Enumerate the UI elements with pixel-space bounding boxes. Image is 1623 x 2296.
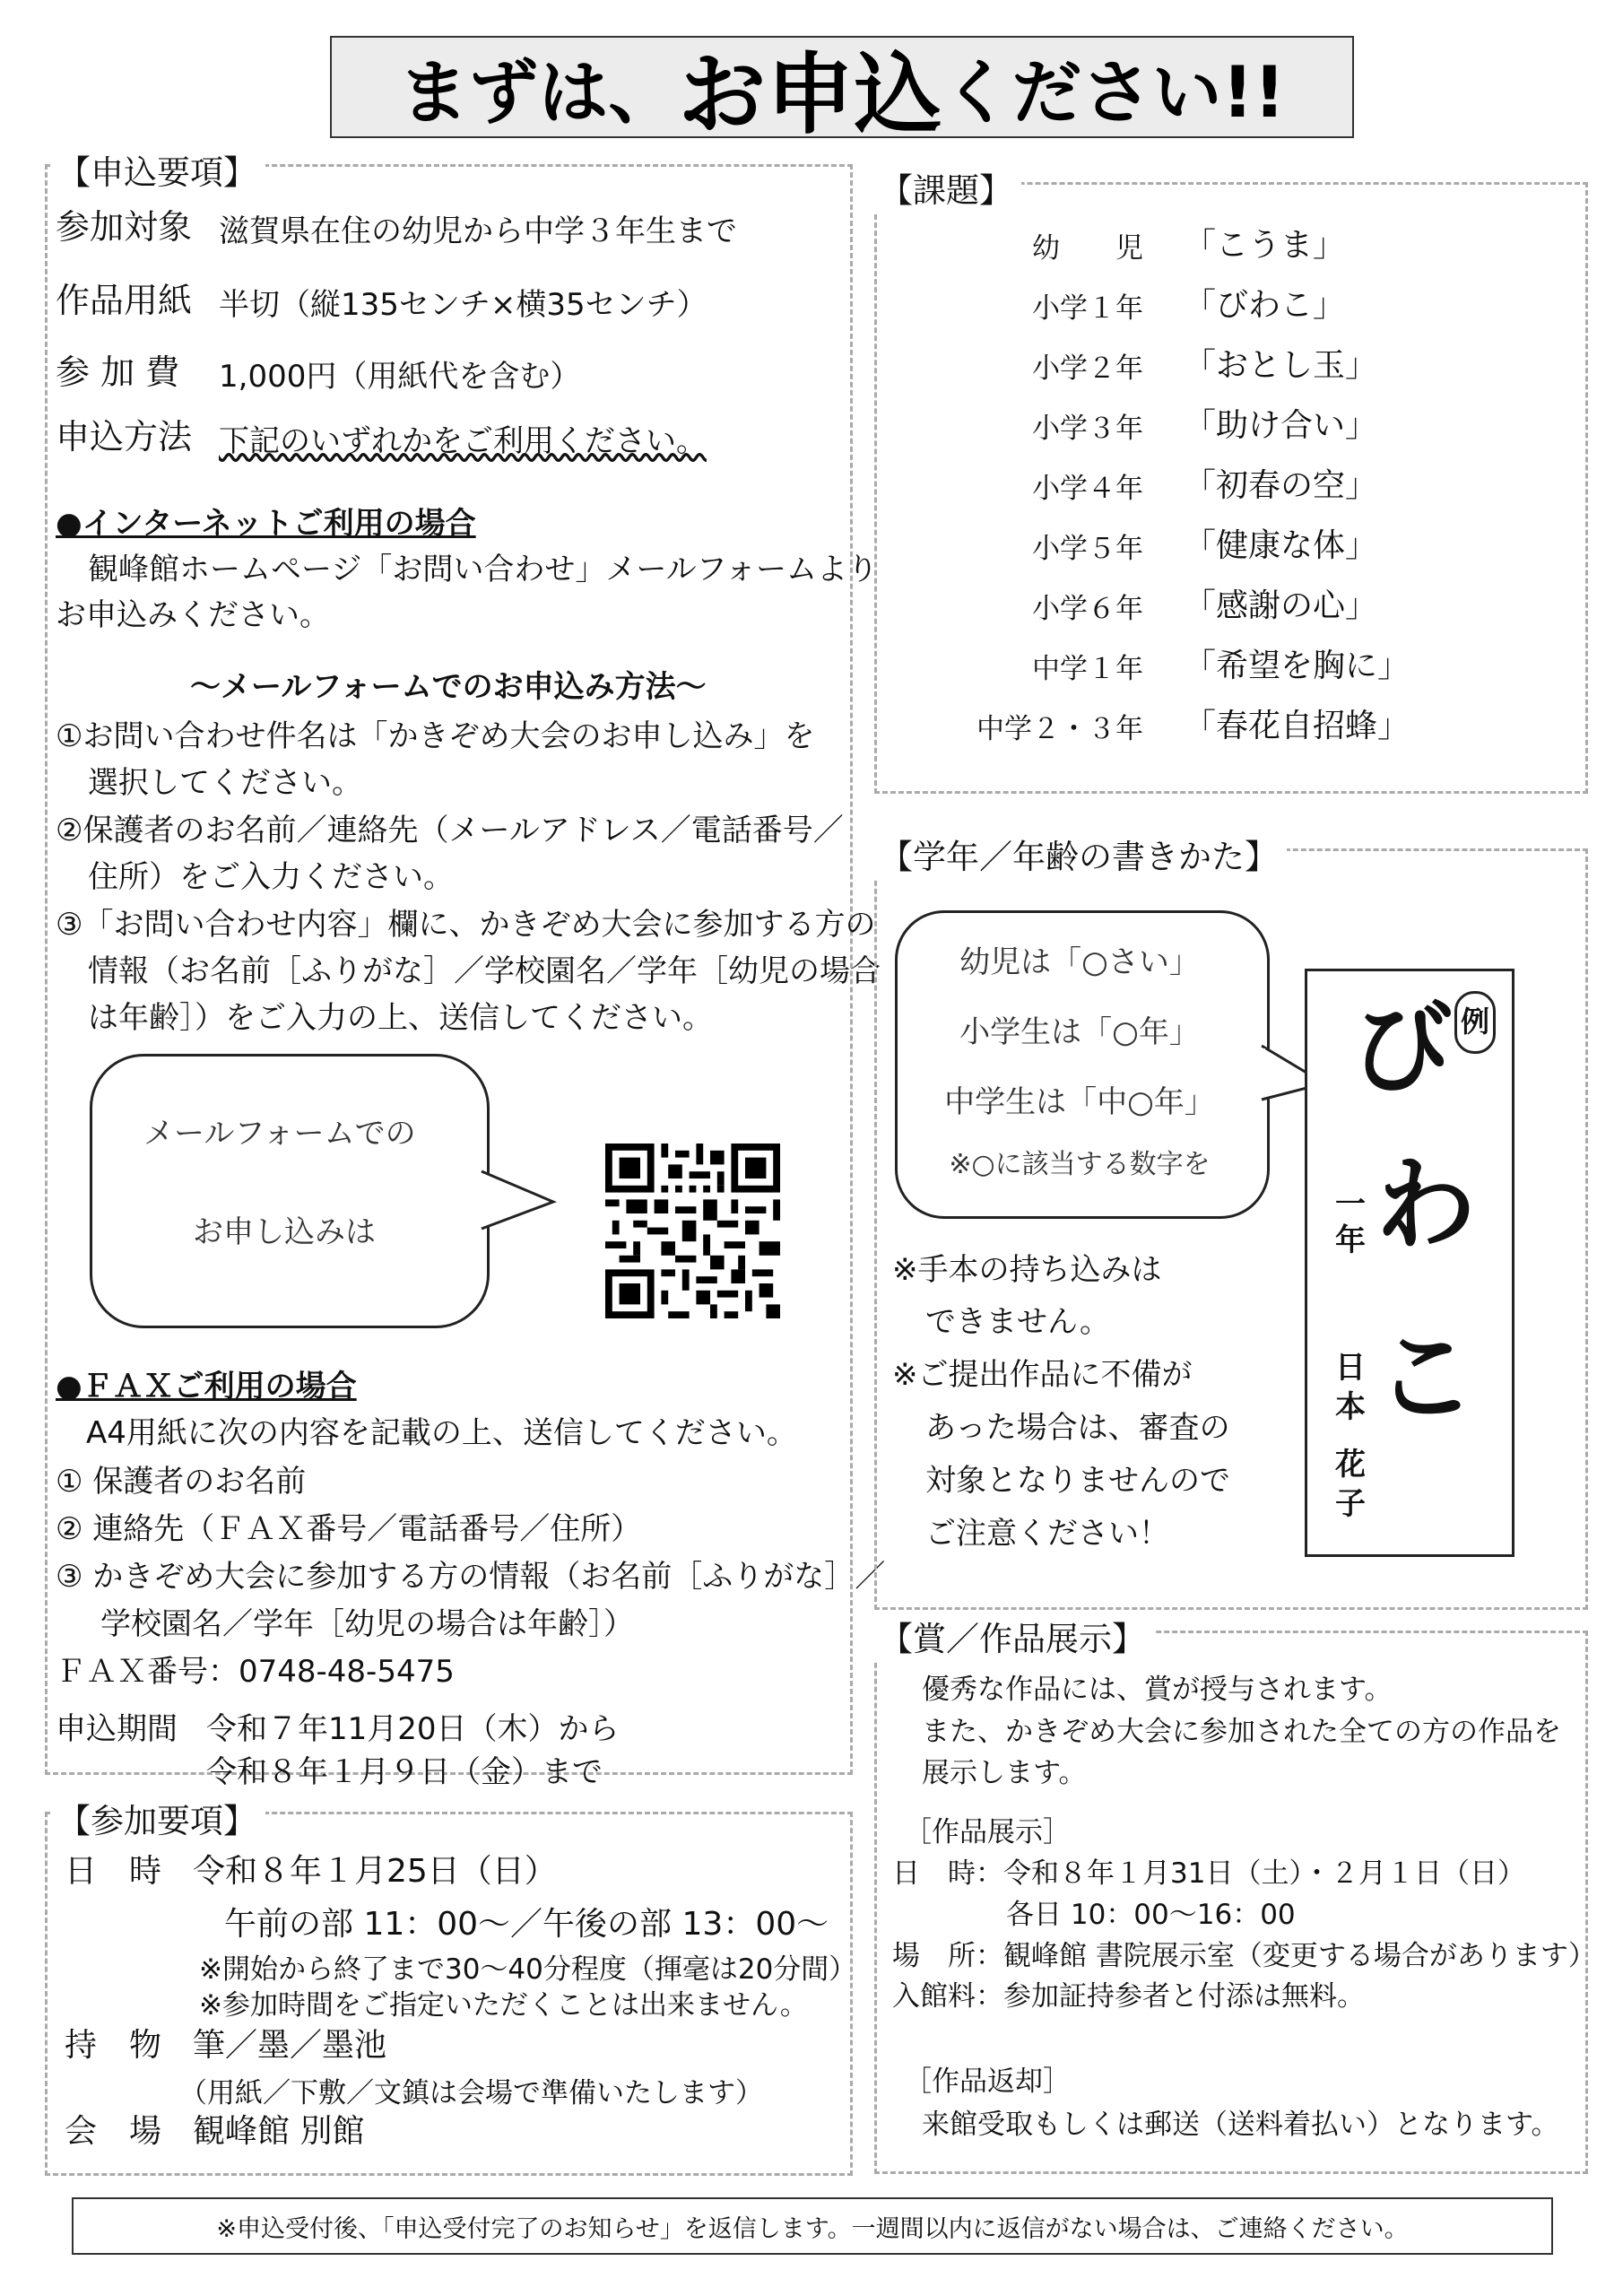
howto-note-2c: 対象となりませんので bbox=[925, 1463, 1230, 1499]
return-text: 来館受取もしくは郵送（送料着払い）となります。 bbox=[922, 2109, 1559, 2141]
awards-text-2: また、かきぞめ大会に参加された全ての方の作品を bbox=[922, 1716, 1561, 1748]
example-char-1: び bbox=[1352, 991, 1453, 1108]
mailform-bubble bbox=[90, 1054, 490, 1328]
exhibit-date: 日 時：令和８年１月31日（土）・２月１日（日） bbox=[892, 1857, 1525, 1890]
howto-bubble-line: 小学生は「○年」 bbox=[959, 1014, 1200, 1050]
apply-row-target: 参加対象 滋賀県在住の幼児から中学３年生まで bbox=[56, 207, 737, 249]
apply-row-paper: 作品用紙 半切（縦135センチ×横35センチ） bbox=[56, 281, 707, 323]
howto-note-2d: ご注意ください！ bbox=[925, 1516, 1169, 1552]
example-name-1: 日本 bbox=[1335, 1350, 1366, 1425]
internet-text-2: お申込みください。 bbox=[56, 597, 330, 633]
apply-row-method: 申込方法 下記のいずれかをご利用ください。 bbox=[56, 417, 707, 459]
period-line-2: 令和８年１月９日（金）まで bbox=[206, 1754, 603, 1790]
mailform-step-3: ③「お問い合わせ内容」欄に、かきぞめ大会に参加する方の bbox=[56, 907, 876, 943]
example-name-2: 花子 bbox=[1335, 1447, 1366, 1522]
participation-note-2: ※参加時間をご指定いただくことは出来ません。 bbox=[199, 1989, 808, 2022]
period-label: 申込期間 bbox=[56, 1711, 178, 1747]
items-label: 持 物 bbox=[65, 2027, 162, 2064]
participation-note-1: ※開始から終了まで30～40分程度（揮毫は20分間） bbox=[199, 1953, 857, 1986]
mailform-step-2: ②保護者のお名前／連絡先（メールアドレス／電話番号／ bbox=[56, 813, 844, 848]
fax-intro: A4用紙に次の内容を記載の上、送信してください。 bbox=[86, 1415, 797, 1451]
exhibit-time: 各日 10：00～16：00 bbox=[1006, 1899, 1296, 1931]
title-part3: ください!! bbox=[942, 53, 1286, 134]
howto-note-1b: できません。 bbox=[925, 1304, 1111, 1340]
topic-row: 小学１年 「びわこ」 bbox=[1032, 287, 1346, 325]
calligraphy-example bbox=[1305, 969, 1515, 1557]
fax-item-1: ① 保護者のお名前 bbox=[56, 1464, 307, 1500]
howto-note-1: ※手本の持ち込みは bbox=[892, 1252, 1162, 1288]
items-note: （用紙／下敷／文鎮は会場で準備いたします） bbox=[179, 2077, 763, 2109]
mailform-step-2b: 住所）をご入力ください。 bbox=[88, 859, 454, 895]
footer-text: ※申込受付後、「申込受付完了のお知らせ」を返信します。一週間以内に返信がない場合は、ご連絡ください。 bbox=[216, 2214, 1409, 2243]
bubble-text-2: お申し込みは bbox=[193, 1214, 376, 1250]
internet-heading: ●インターネットご利用の場合 bbox=[56, 506, 476, 542]
mailform-step-1b: 選択してください。 bbox=[88, 765, 362, 801]
howto-bubble-line: 中学生は「中○年」 bbox=[944, 1084, 1215, 1120]
mailform-step-3c: は年齢］）をご入力の上、送信してください。 bbox=[88, 1000, 713, 1036]
fax-item-3b: 学校園名／学年［幼児の場合は年齢］） bbox=[100, 1606, 634, 1642]
mailform-subheading: ～メールフォームでのお申込み方法～ bbox=[190, 669, 707, 705]
topic-row: 中学２・３年 「春花自招蜂」 bbox=[976, 708, 1410, 745]
topic-row: 小学３年 「助け合い」 bbox=[1032, 407, 1378, 445]
exhibit-fee: 入館料：参加証持参者と付添は無料。 bbox=[892, 1980, 1365, 2013]
mailform-step-1: ①お問い合わせ件名は「かきぞめ大会のお申し込み」を bbox=[56, 718, 815, 754]
example-mark: 例 bbox=[1454, 991, 1496, 1054]
bubble-tail bbox=[480, 1166, 560, 1238]
fax-item-3: ③ かきぞめ大会に参加する方の情報（お名前［ふりがな］／ bbox=[56, 1559, 886, 1595]
page-title bbox=[330, 36, 1354, 146]
mailform-step-3b: 情報（お名前［ふりがな］／学校園名／学年［幼児の場合 bbox=[88, 953, 881, 989]
apply-row-fee: 参 加 費 1,000円（用紙代を含む） bbox=[56, 352, 581, 395]
topic-row: 幼 児 「こうま」 bbox=[1032, 227, 1346, 265]
howto-section-header: 【学年／年齢の書きかた】 bbox=[874, 830, 1287, 878]
return-header: ［作品返却］ bbox=[904, 2066, 1071, 2098]
qr-code-icon[interactable] bbox=[605, 1144, 780, 1318]
awards-text-1: 優秀な作品には、賞が授与されます。 bbox=[922, 1674, 1393, 1706]
example-grade: 一年 bbox=[1335, 1187, 1366, 1258]
apply-section-header: 【申込要項】 bbox=[52, 145, 265, 194]
participation-section-header: 【参加要項】 bbox=[52, 1794, 265, 1842]
howto-bubble-note: ※○に該当する数字を bbox=[949, 1149, 1211, 1180]
venue-label: 会 場 bbox=[65, 2113, 162, 2150]
topics-section-header: 【課題】 bbox=[874, 163, 1021, 212]
sessions: 午前の部 11：00～／午後の部 13：00～ bbox=[224, 1906, 829, 1943]
topic-row: 小学５年 「健康な体」 bbox=[1032, 527, 1378, 565]
howto-note-2: ※ご提出作品に不備が bbox=[892, 1357, 1193, 1393]
topic-row: 小学４年 「初春の空」 bbox=[1032, 467, 1378, 505]
items-value: 筆／墨／墨池 bbox=[193, 2027, 387, 2064]
howto-bubble-line: 幼児は「○さい」 bbox=[959, 944, 1200, 980]
datetime-label: 日 時 bbox=[65, 1853, 162, 1890]
footer-notice bbox=[72, 2197, 1553, 2255]
topic-row: 中学１年 「希望を胸に」 bbox=[1032, 648, 1410, 685]
exhibit-header: ［作品展示］ bbox=[904, 1816, 1071, 1848]
period-line-1: 令和７年11月20日（木）から bbox=[206, 1711, 620, 1747]
title-part2: お申込 bbox=[678, 43, 942, 146]
example-char-3: こ bbox=[1376, 1319, 1476, 1436]
topic-row: 小学２年 「おとし玉」 bbox=[1032, 347, 1378, 385]
awards-section-header: 【賞／作品展示】 bbox=[874, 1612, 1154, 1660]
howto-note-2b: あった場合は、審査の bbox=[925, 1410, 1230, 1446]
title-part1: まずは、 bbox=[398, 53, 679, 134]
internet-text-1: 観峰館ホームページ「お問い合わせ」メールフォームより bbox=[88, 552, 878, 587]
venue-value: 観峰館 別館 bbox=[193, 2113, 365, 2150]
fax-number: ＦＡＸ番号：0748-48-5475 bbox=[56, 1654, 455, 1690]
fax-item-2: ② 連絡先（ＦＡＸ番号／電話番号／住所） bbox=[56, 1511, 642, 1547]
datetime-value: 令和８年１月25日（日） bbox=[193, 1853, 557, 1890]
fax-heading: ●ＦＡＸご利用の場合 bbox=[56, 1369, 357, 1405]
awards-text-3: 展示します。 bbox=[922, 1757, 1087, 1789]
exhibit-place: 場 所：観峰館 書院展示室（変更する場合があります） bbox=[892, 1940, 1596, 1972]
example-char-2: わ bbox=[1376, 1147, 1476, 1264]
howto-bubble-lines bbox=[895, 937, 1264, 1181]
bubble-text-1: メールフォームでの bbox=[143, 1116, 416, 1152]
topic-row: 小学６年 「感謝の心」 bbox=[1032, 587, 1378, 625]
